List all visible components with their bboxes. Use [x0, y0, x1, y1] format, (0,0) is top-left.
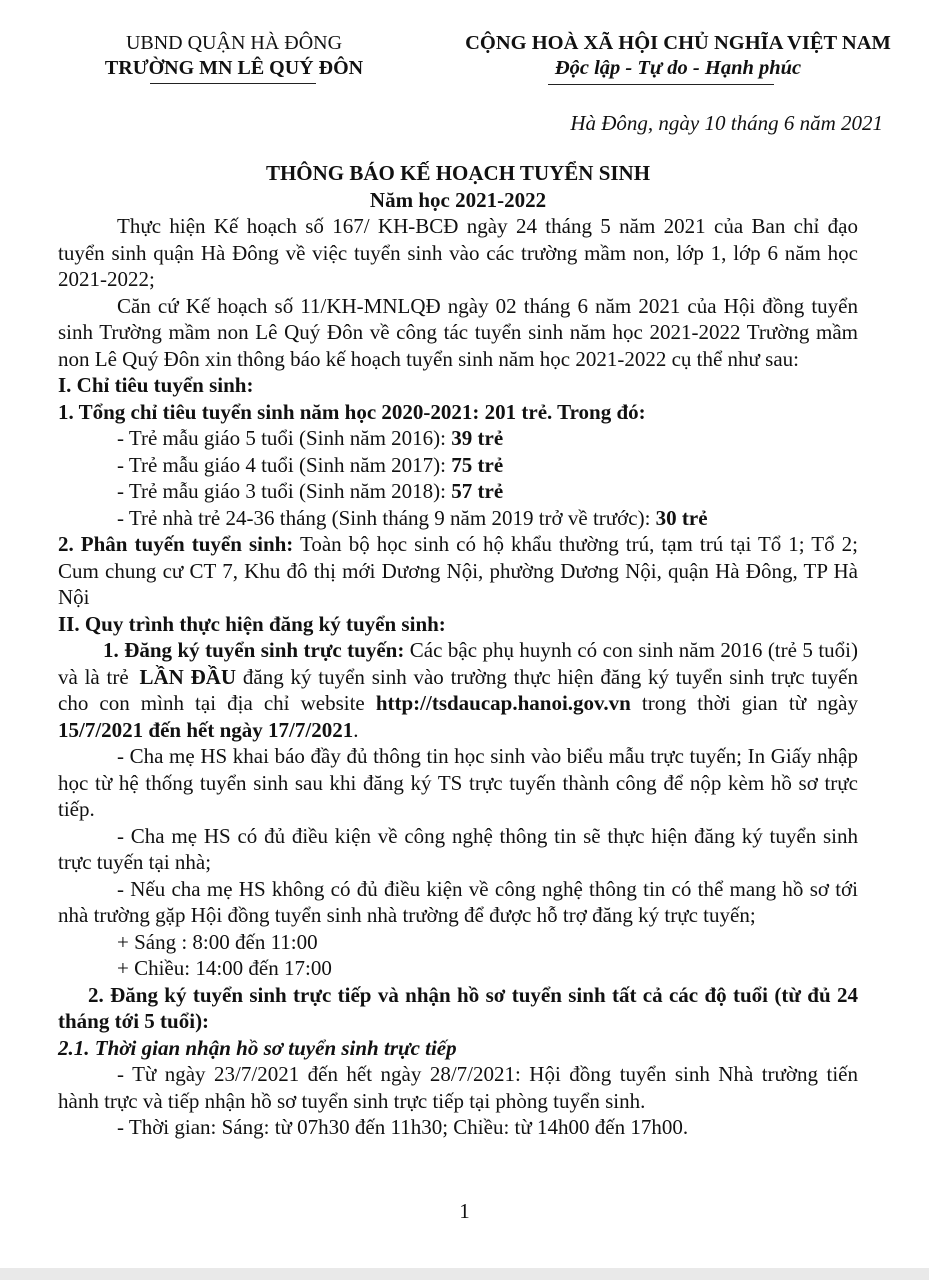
- district-name: UBND QUẬN HÀ ĐÔNG: [125, 32, 343, 54]
- issuer-underline: [150, 83, 316, 84]
- direct-item: - Từ ngày 23/7/2021 đến hết ngày 28/7/2021: Hội đồng tuyển sinh Nhà trường tiến hành trực và tiếp nhận hồ sơ tuyển sinh trực tiếp tại phòng tuyển sinh.: [58, 1062, 858, 1113]
- direct-item: - Thời gian: Sáng: từ 07h30 đến 11h30; Chiều: từ 14h00 đến 17h00.: [117, 1115, 689, 1139]
- first-time-emphasis: LẦN ĐẦU: [139, 664, 237, 689]
- quota-value: 75 trẻ: [451, 452, 504, 477]
- intro-paragraph-2: Căn cứ Kế hoạch số 11/KH-MNLQĐ ngày 02 tháng 6 năm 2021 của Hội đồng tuyển sinh Trường mầm non Lê Quý Đôn về công tác tuyển sinh năm học 2021-2022 Trường mầm non Lê Quý Đôn xin thông báo kế hoạch tuyển sinh năm học 2021-2022 cụ thể như sau:: [58, 293, 858, 371]
- online-registration-dates: 15/7/2021 đến hết ngày 17/7/2021: [58, 717, 354, 742]
- intro-paragraph-1: Thực hiện Kế hoạch số 167/ KH-BCĐ ngày 24 tháng 5 năm 2021 của Ban chỉ đạo tuyển sinh quận Hà Đông về việc tuyển sinh vào các trường mầm non, lớp 1, lớp 6 năm học 2021-2022;: [58, 214, 858, 291]
- subsection-2-1-heading: 2.1. Thời gian nhận hồ sơ tuyển sinh trực tiếp: [58, 1035, 457, 1060]
- enrollment-area-paragraph: [58, 531, 858, 611]
- quota-value: 57 trẻ: [451, 479, 504, 503]
- morning-hours: + Sáng : 8:00 đến 11:00: [117, 929, 318, 954]
- afternoon-hours: + Chiều: 14:00 đến 17:00: [117, 956, 332, 980]
- school-name: TRƯỜNG MN LÊ QUÝ ĐÔN: [104, 57, 364, 79]
- quota-value: 39 trẻ: [451, 426, 504, 450]
- issuer-header: [58, 31, 410, 81]
- online-registration-label: 1. Đăng ký tuyển sinh trực tuyến:: [103, 638, 405, 662]
- online-text: trong thời gian từ ngày: [630, 691, 858, 715]
- quota-label: - Trẻ mẫu giáo 4 tuổi (Sinh năm 2017):: [117, 452, 452, 477]
- national-motto: Độc lập - Tự do - Hạnh phúc: [554, 57, 802, 79]
- quota-label: - Trẻ mẫu giáo 5 tuổi (Sinh năm 2016):: [117, 426, 452, 450]
- page-number: 1: [459, 1199, 470, 1223]
- document-school-year: Năm học 2021-2022: [369, 187, 547, 212]
- quota-item: [58, 452, 858, 479]
- total-quota-heading: 1. Tổng chỉ tiêu tuyển sinh năm học 2020-2021: 201 trẻ. Trong đó:: [58, 399, 646, 424]
- document-title: THÔNG BÁO KẾ HOẠCH TUYỂN SINH: [265, 161, 651, 185]
- online-text: .: [353, 717, 359, 742]
- national-title: CỘNG HOÀ XÃ HỘI CHỦ NGHĨA VIỆT NAM: [465, 32, 891, 54]
- instruction-item: - Cha mẹ HS khai báo đầy đủ thông tin học sinh vào biểu mẫu trực tuyến; In Giấy nhập học từ hệ thống tuyển sinh sau khi đăng ký TS trực tuyến thành công để nộp kèm hồ sơ trực tiếp.: [58, 744, 858, 821]
- enrollment-area-label: 2. Phân tuyến tuyển sinh:: [58, 532, 294, 556]
- instruction-item: - Cha mẹ HS có đủ điều kiện về công nghệ thông tin sẽ thực hiện đăng ký tuyển sinh trực tuyến tại nhà;: [58, 823, 858, 874]
- online-registration-paragraph: [58, 637, 858, 743]
- registration-website: http://tsdaucap.hanoi.gov.vn: [375, 691, 631, 715]
- quota-label: - Trẻ nhà trẻ 24-36 tháng (Sinh tháng 9 năm 2019 trở về trước):: [117, 505, 656, 530]
- quota-value: 30 trẻ: [655, 505, 708, 530]
- national-header: [428, 31, 928, 81]
- scan-bottom-edge: [0, 1268, 929, 1280]
- instruction-item: - Nếu cha mẹ HS không có đủ điều kiện về công nghệ thông tin có thể mang hồ sơ tới nhà trường gặp Hội đồng tuyển sinh nhà trường để được hỗ trợ đăng ký trực tuyến;: [58, 876, 858, 927]
- online-text: đăng ký tuyển sinh vào trường thực hiện đăng ký tuyển sinh trực tuyến cho con mình tại địa chỉ website: [58, 664, 858, 715]
- quota-label: - Trẻ mẫu giáo 3 tuổi (Sinh năm 2018):: [117, 479, 452, 503]
- quota-item: [58, 505, 858, 532]
- online-text: Các bậc phụ huynh có con sinh năm 2016 (trẻ 5 tuổi) và là trẻ: [58, 638, 858, 689]
- motto-underline: [548, 84, 774, 85]
- document-date: Hà Đông, ngày 10 tháng 6 năm 2021: [570, 111, 883, 135]
- section-1-heading: I. Chỉ tiêu tuyển sinh:: [58, 373, 254, 397]
- direct-registration-heading: 2. Đăng ký tuyển sinh trực tiếp và nhận hồ sơ tuyển sinh tất cả các độ tuổi (từ đủ 24 tháng tới 5 tuổi):: [58, 982, 858, 1033]
- document-body: [58, 160, 858, 1141]
- section-2-heading: II. Quy trình thực hiện đăng ký tuyển sinh:: [58, 611, 446, 636]
- enrollment-area-text: Toàn bộ học sinh có hộ khẩu thường trú, tạm trú tại Tổ 1; Tổ 2; Cum chung cư CT 7, Khu đô thị mới Dương Nội, phường Dương Nội, quận Hà Đông, TP Hà Nội: [58, 532, 859, 609]
- quota-item: [58, 425, 858, 452]
- quota-item: [58, 478, 858, 505]
